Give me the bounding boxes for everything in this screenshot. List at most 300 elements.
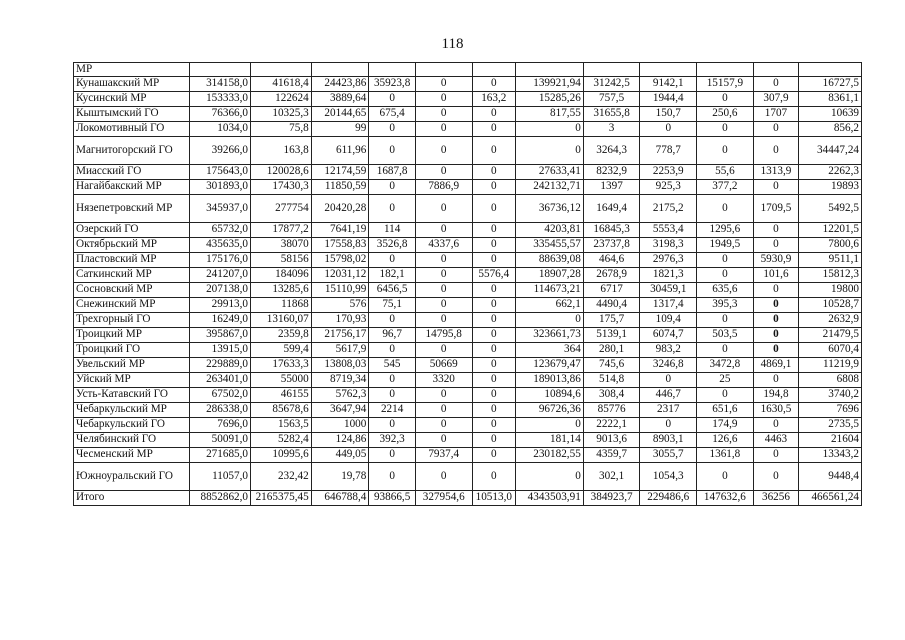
value-cell: 0 [472, 403, 515, 418]
value-cell: 17633,3 [251, 358, 312, 373]
table-row [74, 165, 862, 180]
table-row [74, 358, 862, 373]
value-cell: 0 [472, 313, 515, 328]
header-fragment-cell: МР [74, 63, 190, 77]
value-cell: 10528,7 [799, 298, 862, 313]
value-cell: 14795,8 [415, 328, 472, 343]
value-cell: 96,7 [369, 328, 416, 343]
value-cell: 163,8 [251, 137, 312, 165]
value-cell: 153333,0 [190, 92, 251, 107]
value-cell: 12174,59 [311, 165, 369, 180]
value-cell: 0 [369, 418, 416, 433]
value-cell: 1295,6 [697, 223, 754, 238]
value-cell: 0 [640, 373, 697, 388]
value-cell: 75,1 [369, 298, 416, 313]
value-cell: 335455,57 [516, 238, 584, 253]
value-cell: 230182,55 [516, 448, 584, 463]
value-cell: 1949,5 [697, 238, 754, 253]
value-cell: 0 [472, 122, 515, 137]
value-cell: 6070,4 [799, 343, 862, 358]
value-cell: 34447,24 [799, 137, 862, 165]
value-cell: 0 [369, 388, 416, 403]
value-cell: 395867,0 [190, 328, 251, 343]
value-cell: 364 [516, 343, 584, 358]
value-cell: 10995,6 [251, 448, 312, 463]
table-row [74, 403, 862, 418]
value-cell: 120028,6 [251, 165, 312, 180]
value-cell: 20420,28 [311, 195, 369, 223]
value-cell: 464,6 [583, 253, 640, 268]
row-name-cell: Усть-Катавский ГО [74, 388, 190, 403]
value-cell: 2253,9 [640, 165, 697, 180]
value-cell: 5139,1 [583, 328, 640, 343]
row-name-cell: Нагайбакский МР [74, 180, 190, 195]
value-cell: 0 [753, 238, 799, 253]
value-cell: 286338,0 [190, 403, 251, 418]
value-cell: 0 [472, 137, 515, 165]
empty-cell [415, 63, 472, 77]
value-cell: 50091,0 [190, 433, 251, 448]
value-cell: 0 [753, 298, 799, 313]
value-cell: 662,1 [516, 298, 584, 313]
value-cell: 5762,3 [311, 388, 369, 403]
value-cell: 85776 [583, 403, 640, 418]
value-cell: 229889,0 [190, 358, 251, 373]
value-cell: 88639,08 [516, 253, 584, 268]
table-row [74, 238, 862, 253]
value-cell: 2735,5 [799, 418, 862, 433]
value-cell: 395,3 [697, 298, 754, 313]
value-cell: 0 [472, 253, 515, 268]
value-cell: 31242,5 [583, 77, 640, 92]
value-cell: 2632,9 [799, 313, 862, 328]
value-cell: 11057,0 [190, 463, 251, 491]
row-name-cell: Трехгорный ГО [74, 313, 190, 328]
value-cell: 4359,7 [583, 448, 640, 463]
row-name-cell: Саткинский МР [74, 268, 190, 283]
table-row [74, 107, 862, 122]
row-name-cell: Сосновский МР [74, 283, 190, 298]
value-cell: 19800 [799, 283, 862, 298]
value-cell: 0 [415, 107, 472, 122]
value-cell: 0 [472, 195, 515, 223]
value-cell: 75,8 [251, 122, 312, 137]
value-cell: 0 [415, 343, 472, 358]
value-cell: 280,1 [583, 343, 640, 358]
value-cell: 17877,2 [251, 223, 312, 238]
value-cell: 0 [472, 373, 515, 388]
value-cell: 189013,86 [516, 373, 584, 388]
table-row [74, 343, 862, 358]
table-row [74, 223, 862, 238]
empty-cell [799, 63, 862, 77]
data-table [73, 62, 862, 506]
value-cell: 0 [415, 195, 472, 223]
value-cell: 194,8 [753, 388, 799, 403]
row-name-cell: Кусинский МР [74, 92, 190, 107]
value-cell: 646788,4 [311, 491, 369, 506]
value-cell: 13915,0 [190, 343, 251, 358]
value-cell: 13808,03 [311, 358, 369, 373]
value-cell: 114673,21 [516, 283, 584, 298]
value-cell: 0 [753, 418, 799, 433]
value-cell: 0 [369, 253, 416, 268]
value-cell: 817,55 [516, 107, 584, 122]
value-cell: 1687,8 [369, 165, 416, 180]
value-cell: 0 [753, 137, 799, 165]
value-cell: 3 [583, 122, 640, 137]
value-cell: 99 [311, 122, 369, 137]
value-cell: 55000 [251, 373, 312, 388]
table-row [74, 328, 862, 343]
value-cell: 0 [753, 77, 799, 92]
value-cell: 302,1 [583, 463, 640, 491]
table-row [74, 268, 862, 283]
value-cell: 122624 [251, 92, 312, 107]
value-cell: 0 [472, 223, 515, 238]
value-cell: 635,6 [697, 283, 754, 298]
value-cell: 0 [369, 137, 416, 165]
value-cell: 6717 [583, 283, 640, 298]
value-cell: 181,14 [516, 433, 584, 448]
row-name-cell: Уйский МР [74, 373, 190, 388]
value-cell: 3246,8 [640, 358, 697, 373]
value-cell: 17430,3 [251, 180, 312, 195]
value-cell: 67502,0 [190, 388, 251, 403]
page-number: 118 [441, 36, 464, 52]
value-cell: 0 [697, 343, 754, 358]
value-cell: 24423,86 [311, 77, 369, 92]
value-cell: 7641,19 [311, 223, 369, 238]
table-row [74, 491, 862, 506]
value-cell: 8232,9 [583, 165, 640, 180]
value-cell: 101,6 [753, 268, 799, 283]
table-row [74, 77, 862, 92]
row-name-cell: Кыштымский ГО [74, 107, 190, 122]
value-cell: 0 [369, 373, 416, 388]
value-cell: 9448,4 [799, 463, 862, 491]
value-cell: 13285,6 [251, 283, 312, 298]
value-cell: 4203,81 [516, 223, 584, 238]
value-cell: 7886,9 [415, 180, 472, 195]
value-cell: 0 [697, 253, 754, 268]
row-name-cell: Снежинский МР [74, 298, 190, 313]
value-cell: 449,05 [311, 448, 369, 463]
value-cell: 12201,5 [799, 223, 862, 238]
value-cell: 114 [369, 223, 416, 238]
value-cell: 5553,4 [640, 223, 697, 238]
value-cell: 599,4 [251, 343, 312, 358]
value-cell: 31655,8 [583, 107, 640, 122]
value-cell: 0 [472, 418, 515, 433]
value-cell: 15110,99 [311, 283, 369, 298]
value-cell: 232,42 [251, 463, 312, 491]
value-cell: 3198,3 [640, 238, 697, 253]
value-cell: 1649,4 [583, 195, 640, 223]
value-cell: 0 [369, 343, 416, 358]
row-name-cell: Итого [74, 491, 190, 506]
value-cell: 38070 [251, 238, 312, 253]
value-cell: 0 [369, 195, 416, 223]
value-cell: 163,2 [472, 92, 515, 107]
value-cell: 41618,4 [251, 77, 312, 92]
value-cell: 0 [516, 122, 584, 137]
row-name-cell: Пластовский МР [74, 253, 190, 268]
value-cell: 150,7 [640, 107, 697, 122]
value-cell: 0 [472, 107, 515, 122]
value-cell: 2262,3 [799, 165, 862, 180]
value-cell: 6074,7 [640, 328, 697, 343]
table-row-header-fragment [74, 63, 862, 77]
value-cell: 611,96 [311, 137, 369, 165]
value-cell: 0 [369, 122, 416, 137]
value-cell: 1317,4 [640, 298, 697, 313]
empty-cell [640, 63, 697, 77]
value-cell: 36736,12 [516, 195, 584, 223]
value-cell: 0 [415, 77, 472, 92]
row-name-cell: Троицкий МР [74, 328, 190, 343]
table-row [74, 433, 862, 448]
value-cell: 229486,6 [640, 491, 697, 506]
value-cell: 3526,8 [369, 238, 416, 253]
value-cell: 65732,0 [190, 223, 251, 238]
row-name-cell: Челябинский ГО [74, 433, 190, 448]
empty-cell [753, 63, 799, 77]
table-row [74, 388, 862, 403]
value-cell: 3264,3 [583, 137, 640, 165]
value-cell: 0 [415, 122, 472, 137]
value-cell: 0 [472, 238, 515, 253]
value-cell: 0 [415, 268, 472, 283]
value-cell: 76366,0 [190, 107, 251, 122]
value-cell: 13160,07 [251, 313, 312, 328]
value-cell: 4337,6 [415, 238, 472, 253]
value-cell: 0 [415, 403, 472, 418]
value-cell: 745,6 [583, 358, 640, 373]
value-cell: 1000 [311, 418, 369, 433]
value-cell: 435635,0 [190, 238, 251, 253]
value-cell: 10325,3 [251, 107, 312, 122]
empty-cell [697, 63, 754, 77]
empty-cell [369, 63, 416, 77]
value-cell: 1361,8 [697, 448, 754, 463]
value-cell: 13343,2 [799, 448, 862, 463]
row-name-cell: Озерский ГО [74, 223, 190, 238]
value-cell: 250,6 [697, 107, 754, 122]
value-cell: 1630,5 [753, 403, 799, 418]
value-cell: 242132,71 [516, 180, 584, 195]
value-cell: 0 [697, 463, 754, 491]
value-cell: 3320 [415, 373, 472, 388]
value-cell: 576 [311, 298, 369, 313]
value-cell: 377,2 [697, 180, 754, 195]
value-cell: 5617,9 [311, 343, 369, 358]
row-name-cell: Чесменский МР [74, 448, 190, 463]
value-cell: 0 [516, 418, 584, 433]
value-cell: 0 [753, 283, 799, 298]
value-cell: 263401,0 [190, 373, 251, 388]
value-cell: 0 [753, 373, 799, 388]
value-cell: 3647,94 [311, 403, 369, 418]
row-name-cell: Троицкий ГО [74, 343, 190, 358]
table-row [74, 298, 862, 313]
value-cell: 126,6 [697, 433, 754, 448]
value-cell: 1821,3 [640, 268, 697, 283]
value-cell: 1054,3 [640, 463, 697, 491]
value-cell: 323661,73 [516, 328, 584, 343]
value-cell: 0 [753, 180, 799, 195]
value-cell: 21756,17 [311, 328, 369, 343]
value-cell: 271685,0 [190, 448, 251, 463]
value-cell: 0 [640, 418, 697, 433]
value-cell: 466561,24 [799, 491, 862, 506]
value-cell: 0 [415, 463, 472, 491]
value-cell: 30459,1 [640, 283, 697, 298]
value-cell: 18907,28 [516, 268, 584, 283]
value-cell: 15285,26 [516, 92, 584, 107]
value-cell: 10513,0 [472, 491, 515, 506]
value-cell: 4490,4 [583, 298, 640, 313]
value-cell: 8361,1 [799, 92, 862, 107]
value-cell: 7800,6 [799, 238, 862, 253]
value-cell: 0 [753, 448, 799, 463]
value-cell: 4463 [753, 433, 799, 448]
value-cell: 0 [753, 328, 799, 343]
row-name-cell: Чебаркульский МР [74, 403, 190, 418]
value-cell: 12031,12 [311, 268, 369, 283]
table-row [74, 313, 862, 328]
value-cell: 1397 [583, 180, 640, 195]
value-cell: 9142,1 [640, 77, 697, 92]
value-cell: 2317 [640, 403, 697, 418]
value-cell: 0 [369, 463, 416, 491]
value-cell: 0 [753, 463, 799, 491]
table-row [74, 137, 862, 165]
value-cell: 182,1 [369, 268, 416, 283]
value-cell: 0 [753, 122, 799, 137]
value-cell: 175643,0 [190, 165, 251, 180]
empty-cell [516, 63, 584, 77]
value-cell: 46155 [251, 388, 312, 403]
value-cell: 2165375,45 [251, 491, 312, 506]
value-cell: 11219,9 [799, 358, 862, 373]
value-cell: 0 [472, 283, 515, 298]
value-cell: 2222,1 [583, 418, 640, 433]
value-cell: 277754 [251, 195, 312, 223]
value-cell: 856,2 [799, 122, 862, 137]
value-cell: 0 [472, 388, 515, 403]
table-row [74, 180, 862, 195]
value-cell: 58156 [251, 253, 312, 268]
row-name-cell: Чебаркульский ГО [74, 418, 190, 433]
value-cell: 17558,83 [311, 238, 369, 253]
value-cell: 11868 [251, 298, 312, 313]
value-cell: 307,9 [753, 92, 799, 107]
value-cell: 0 [472, 343, 515, 358]
value-cell: 0 [516, 313, 584, 328]
value-cell: 0 [369, 92, 416, 107]
table-row [74, 283, 862, 298]
value-cell: 0 [472, 165, 515, 180]
value-cell: 345937,0 [190, 195, 251, 223]
value-cell: 85678,6 [251, 403, 312, 418]
value-cell: 5576,4 [472, 268, 515, 283]
value-cell: 8852862,0 [190, 491, 251, 506]
value-cell: 0 [415, 92, 472, 107]
value-cell: 16845,3 [583, 223, 640, 238]
value-cell: 1944,4 [640, 92, 697, 107]
value-cell: 0 [697, 122, 754, 137]
value-cell: 651,6 [697, 403, 754, 418]
value-cell: 0 [516, 137, 584, 165]
table-row [74, 373, 862, 388]
value-cell: 16249,0 [190, 313, 251, 328]
value-cell: 0 [415, 253, 472, 268]
value-cell: 3472,8 [697, 358, 754, 373]
value-cell: 23737,8 [583, 238, 640, 253]
value-cell: 8719,34 [311, 373, 369, 388]
value-cell: 0 [415, 388, 472, 403]
value-cell: 36256 [753, 491, 799, 506]
value-cell: 778,7 [640, 137, 697, 165]
value-cell: 8903,1 [640, 433, 697, 448]
value-cell: 545 [369, 358, 416, 373]
table-row [74, 122, 862, 137]
value-cell: 109,4 [640, 313, 697, 328]
value-cell: 96726,36 [516, 403, 584, 418]
value-cell: 1707 [753, 107, 799, 122]
value-cell: 184096 [251, 268, 312, 283]
value-cell: 1563,5 [251, 418, 312, 433]
row-name-cell: Локомотивный ГО [74, 122, 190, 137]
value-cell: 0 [415, 137, 472, 165]
value-cell: 5492,5 [799, 195, 862, 223]
value-cell: 0 [697, 313, 754, 328]
value-cell: 15798,02 [311, 253, 369, 268]
value-cell: 175176,0 [190, 253, 251, 268]
value-cell: 0 [472, 433, 515, 448]
value-cell: 2214 [369, 403, 416, 418]
value-cell: 7696,0 [190, 418, 251, 433]
value-cell: 0 [472, 463, 515, 491]
empty-cell [472, 63, 515, 77]
value-cell: 174,9 [697, 418, 754, 433]
value-cell: 10894,6 [516, 388, 584, 403]
value-cell: 314158,0 [190, 77, 251, 92]
value-cell: 0 [640, 122, 697, 137]
row-name-cell: Южноуральский ГО [74, 463, 190, 491]
value-cell: 5282,4 [251, 433, 312, 448]
table-row [74, 195, 862, 223]
row-name-cell: Октябрьский МР [74, 238, 190, 253]
empty-cell [583, 63, 640, 77]
value-cell: 0 [697, 92, 754, 107]
value-cell: 327954,6 [415, 491, 472, 506]
value-cell: 11850,59 [311, 180, 369, 195]
table-row [74, 418, 862, 433]
value-cell: 10639 [799, 107, 862, 122]
value-cell: 0 [472, 77, 515, 92]
value-cell: 2678,9 [583, 268, 640, 283]
value-cell: 35923,8 [369, 77, 416, 92]
value-cell: 170,93 [311, 313, 369, 328]
value-cell: 0 [369, 180, 416, 195]
value-cell: 2976,3 [640, 253, 697, 268]
value-cell: 0 [753, 313, 799, 328]
value-cell: 241207,0 [190, 268, 251, 283]
table-row [74, 448, 862, 463]
value-cell: 6456,5 [369, 283, 416, 298]
